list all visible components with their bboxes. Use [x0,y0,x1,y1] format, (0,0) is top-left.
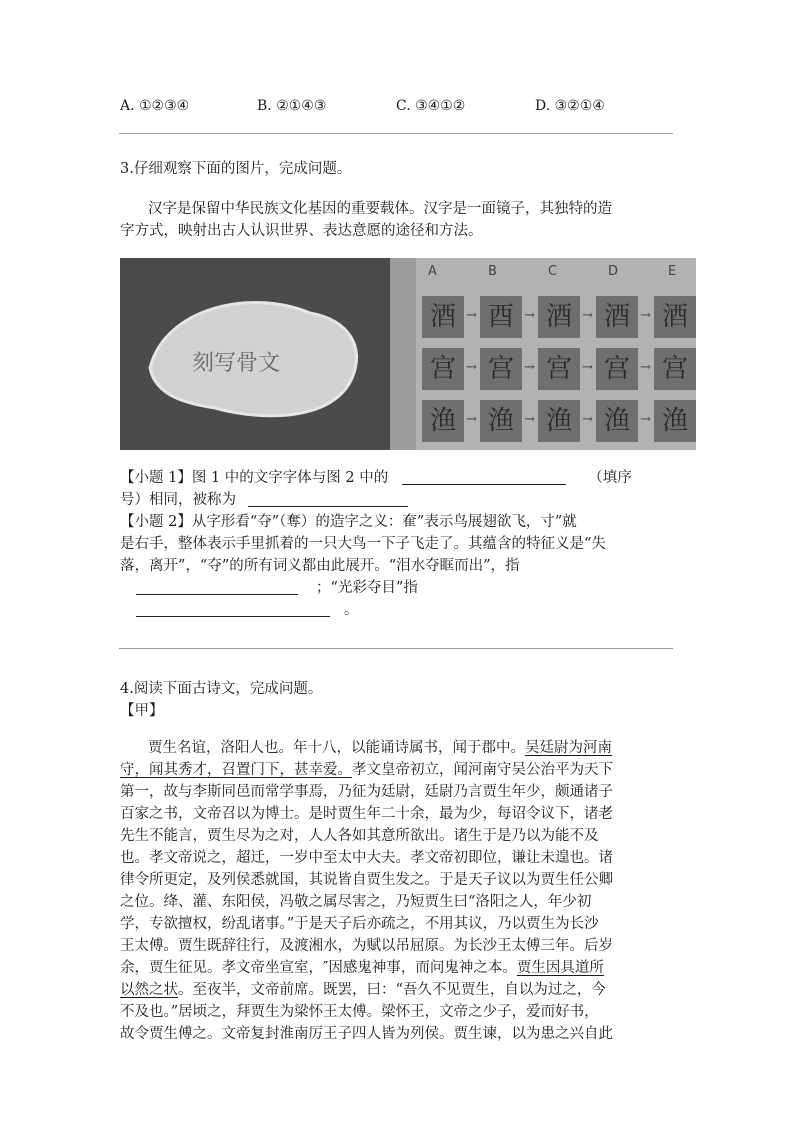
sub2-line-2: 是右手，整体表示手里抓着的一只大鸟一下子飞走了。其蕴含的特征义是“失 [120,536,606,552]
q4-tag: 【甲】 [120,703,164,719]
oracle-bone-photo [120,258,390,450]
sub2-line-4 [120,577,418,599]
sub1-text-a: 【小题 1】图 1 中的文字字体与图 2 中的 [120,470,389,486]
col-a: A [428,264,437,279]
divider [119,133,673,134]
arrow-icon: → [524,412,535,427]
figure-photos [120,258,696,450]
passage-line-9: 学，专欲擅权，纷乱诸事。”于是天子后亦疏之，不用其议，乃以贾生为长沙 [120,916,599,932]
passage-line-14: 故令贾生傅之。文帝复封淮南厉王子四人皆为列侯。贾生谏，以为患之兴自此 [120,1026,613,1042]
sub2-text-4: ；“光彩夺目”指 [316,580,418,596]
option-c: C. ③④①② [396,98,466,114]
passage-line-1 [148,737,612,759]
col-d: D [608,264,619,279]
passage-line-11 [120,957,604,979]
arrow-icon: → [466,412,477,427]
glyph-cell: 宫 [480,348,522,390]
glyph-cell: 酒 [596,296,638,338]
glyph-cell: 酒 [654,296,696,338]
bone-glyphs: 刻写骨文 [192,351,281,376]
sub1-line-2 [120,489,408,511]
glyph-cell: 宫 [422,348,464,390]
passage-line-3: 第一，故与李斯同邑而常学事焉，乃征为廷尉，廷尉乃言贾生年少，颇通诸子 [120,784,613,800]
glyph-cell: 渔 [538,400,580,442]
glyph-cell: 酒 [538,296,580,338]
divider [119,648,673,649]
passage-line-7: 律令所更定，及列侯悉就国，其说皆自贾生发之。于是天子议以为贾生任公卿 [120,872,613,888]
sub1-answer-blank-1[interactable] [402,468,566,485]
glyph-cell: 渔 [480,400,522,442]
glyph-cell: 渔 [422,400,464,442]
passage-line-12 [120,979,606,1001]
underlined-sentence: 以然之状 [120,982,178,998]
col-e: E [668,264,677,279]
sub1-text-b: （填序 [588,470,632,486]
glyph-cell: 宫 [538,348,580,390]
sub2-answer-blank-2[interactable] [136,600,330,617]
q3-intro-line-1: 汉字是保留中华民族文化基因的重要载体。汉字是一面镜子，其独特的造 [148,201,612,217]
option-a: A. ①②③④ [120,98,190,114]
q3-intro-line-2: 字方式，映射出古人认识世界、表达意愿的途径和方法。 [120,223,483,239]
sub2-text-5: 。 [344,602,359,618]
glyph-cell: 渔 [654,400,696,442]
glyph-cell: 渔 [596,400,638,442]
passage-text: 孝文皇帝初立，闻河南守吴公治平为天下 [352,762,613,778]
col-b: B [488,264,497,279]
sub2-answer-blank-1[interactable] [136,578,298,595]
passage-line-2 [120,759,613,781]
underlined-sentence: 贾生因具道所 [516,960,604,976]
sub2-line-5 [120,599,359,621]
glyph-cell: 酒 [422,296,464,338]
passage-line-4: 百家之书，文帝召以为博士。是时贾生年二十余，最为少，每诏令议下，诸老 [120,806,613,822]
arrow-icon: → [466,308,477,323]
arrow-icon: → [640,308,651,323]
arrow-icon: → [466,360,477,375]
option-d: D. ③②①④ [535,98,605,114]
arrow-icon: → [640,360,651,375]
passage-line-8: 之位。绛、灌、东阳侯，冯敬之属尽害之，乃短贾生曰“洛阳之人，年少初 [120,894,592,910]
sub2-line-3: 落，离开”，“夺”的所有词义都由此展开。“泪水夺眶而出”，指 [120,558,520,574]
arrow-icon: → [582,412,593,427]
passage-line-10: 王太傅。贾生既辞往行，及渡湘水，为赋以吊屈原。为长沙王太傅三年。后岁 [120,938,613,954]
arrow-icon: → [524,308,535,323]
sub1-answer-blank-2[interactable] [248,490,408,507]
arrow-icon: → [524,360,535,375]
glyph-cell: 酉 [480,296,522,338]
arrow-icon: → [640,412,651,427]
passage-line-13: 不及也。”居顷之，拜贾生为梁怀王太傅。梁怀王，文帝之少子，爱而好书， [120,1004,599,1020]
passage-text: 。至夜半，文帝前席。既罢，曰：“吾久不见贾生，自以为过之，今 [178,982,606,998]
q3-heading: 3.仔细观察下面的图片，完成问题。 [120,161,352,177]
underlined-sentence: 守，闻其秀才，召置门下，甚幸爱。 [120,762,352,778]
bone-illustration [120,258,390,450]
glyph-cell: 宫 [596,348,638,390]
passage-text: 余，贾生征见。孝文帝坐宣室，″因感鬼神事，而问鬼神之本。 [120,960,517,976]
sub2-line-1: 【小题 2】从字形看“夺”（奪）的造字之义：奞”表示鸟展翅欲飞，寸”就 [120,514,577,530]
column-labels [428,264,696,278]
q4-heading: 4.阅读下面古诗文，完成问题。 [120,681,323,697]
passage-line-6: 也。孝文帝说之，超迁，一岁中至太中大夫。孝文帝初即位，谦让未遑也。诸 [120,850,613,866]
col-c: C [548,264,558,279]
glyph-cell: 宫 [654,348,696,390]
passage-text: 贾生名谊，洛阳人也。年十八，以能诵诗属书，闻于郡中。 [148,740,525,756]
script-evolution-photo [416,258,696,450]
arrow-icon: → [582,308,593,323]
underlined-sentence: 吴廷尉为河南 [525,740,612,756]
sub1-line-1 [120,467,632,489]
sub1-text-c: 号）相同，被称为 [120,492,236,508]
arrow-icon: → [582,360,593,375]
option-b: B. ②①④③ [257,98,327,114]
passage-line-5: 先生不能言，贾生尽为之对，人人各如其意所欲出。诸生于是乃以为能不及 [120,828,599,844]
